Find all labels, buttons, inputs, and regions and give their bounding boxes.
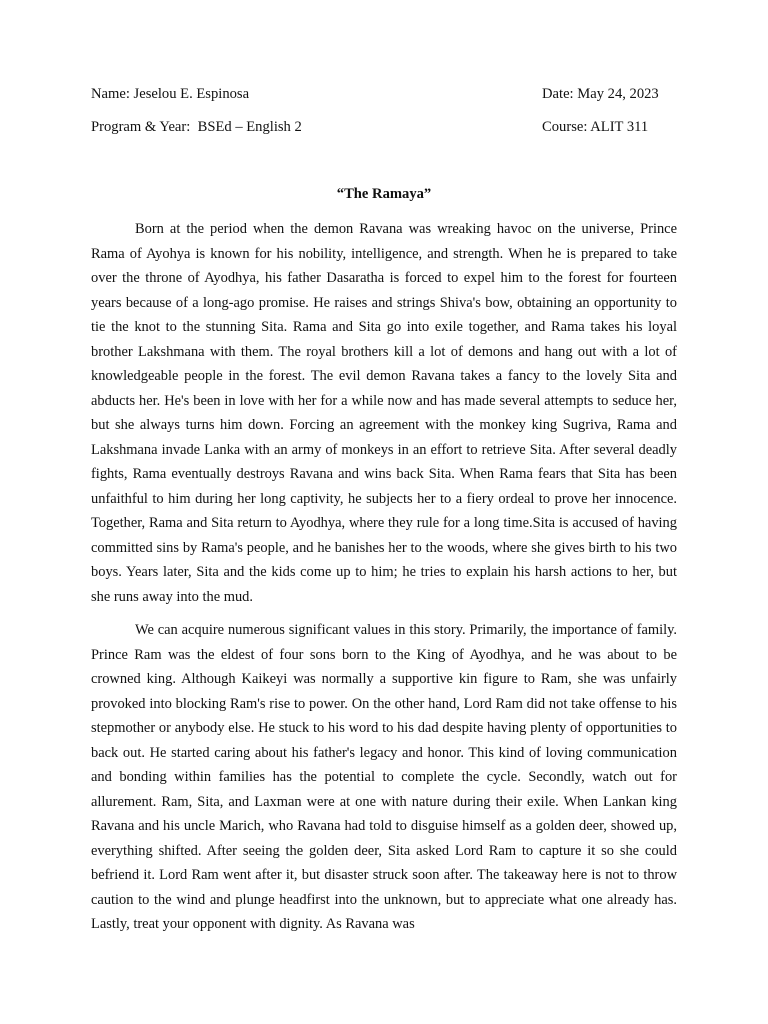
document-body [91,217,677,946]
paragraph-values: We can acquire numerous significant values in this story. Primarily, the importance of family. Prince Ram was the eldest of four sons born to the King of Ayodhya, and he was about to be crowned king. Although Kaikeyi was normally a supportive kin figure to Ram, she was unfairly provoked into blocking Ram's rise to power. On the other hand, Lord Ram did not take offense to his stepmother or anybody else. He stuck to his word to his dad despite having plenty of opportunities to back out. He started caring about his father's legacy and honor. This kind of loving communication and bonding within families has the potential to complete the cycle. Secondly, watch out for allurement. Ram, Sita, and Laxman were at one with nature during their exile. When Lankan king Ravana and his uncle Marich, who Ravana had told to disguise himself as a golden deer, showed up, everything shifted. After seeing the golden deer, Sita asked Lord Ram to capture it so she could befriend it. Lord Ram went after it, but disaster struck soon after. The takeaway here is not to throw caution to the wind and plunge headfirst into the unknown, but to appreciate what one already has. Lastly, treat your opponent with dignity. As Ravana was [91,622,677,932]
student-name: Name: Jeselou E. Espinosa [91,86,250,102]
document-title: “The Ramaya” [336,186,432,202]
program-year: Program & Year: BSEd – English 2 [91,119,302,135]
submission-date: Date: May 24, 2023 [542,86,659,102]
course-code: Course: ALIT 311 [542,119,649,135]
header-row-program-course [91,118,677,136]
paragraph-summary: Born at the period when the demon Ravana was wreaking havoc on the universe, Prince Rama of Ayohya is known for his nobility, intelligence, and strength. When he is prepared to take over the throne of Ayodhya, his father Dasaratha is forced to expel him to the forest for fourteen years because of a long-ago promise. He raises and strings Shiva's bow, obtaining an opportunity to tie the knot to the stunning Sita. Rama and Sita go into exile together, and Rama takes his loyal brother Lakshmana with them. The royal brothers kill a lot of demons and hang out with a lot of knowledgeable people in the forest. The evil demon Ravana takes a fancy to the lovely Sita and abducts her. He's been in love with her for a while now and has made several attempts to seduce her, but she always turns him down. Forcing an agreement with the monkey king Sugriva, Rama and Lakshmana invade Lanka with an army of monkeys in an effort to retrieve Sita. After several deadly fights, Rama eventually destroys Ravana and wins back Sita. When Rama fears that Sita has been unfaithful to him during her long captivity, he subjects her to a fiery ordeal to prove her innocence. Together, Rama and Sita return to Ayodhya, where they rule for a long time.Sita is accused of having committed sins by Rama's people, and he banishes her to the woods, where she gives birth to his two boys. Years later, Sita and the kids come up to him; he tries to explain his harsh actions to her, but she runs away into the mud. [91,221,677,605]
header-row-name-date [91,85,677,103]
